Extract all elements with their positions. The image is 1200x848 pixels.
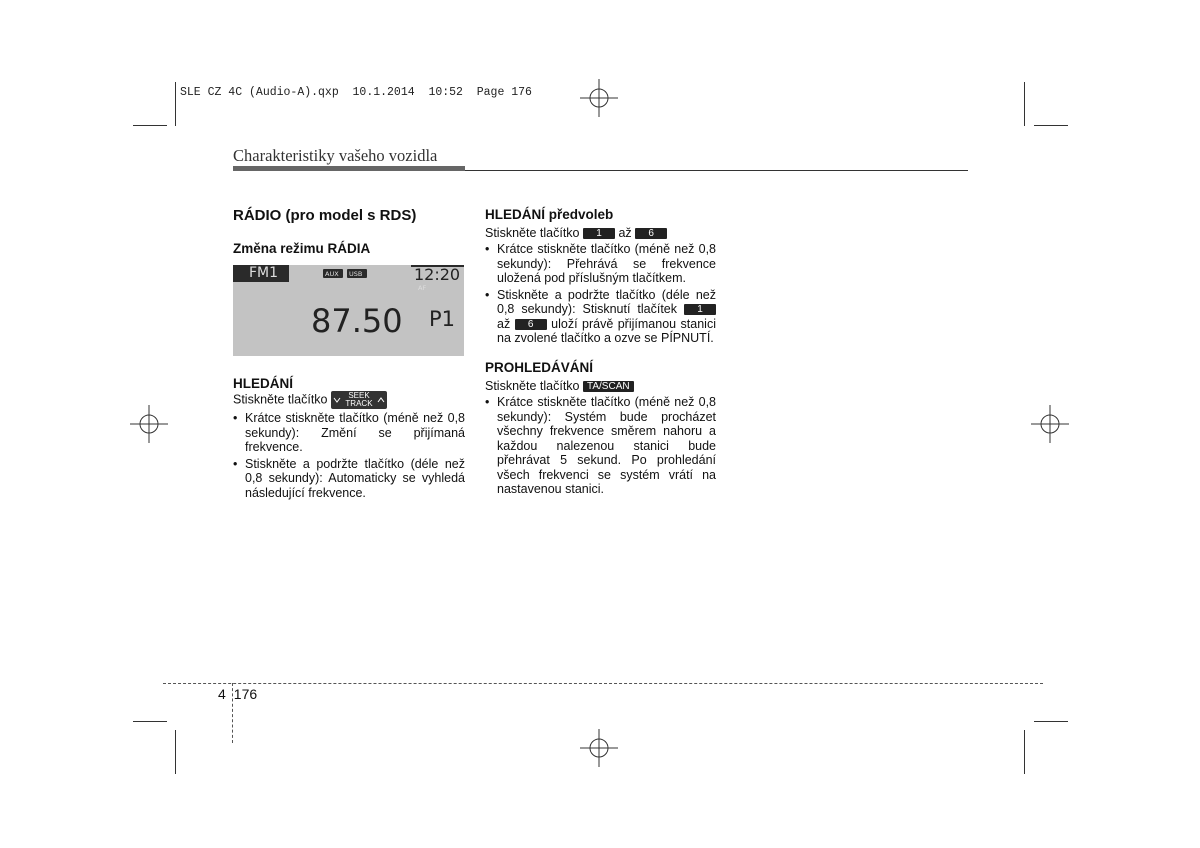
section-title: RÁDIO (pro model s RDS) (233, 207, 417, 224)
preset-1-button-icon: 1 (684, 304, 716, 315)
display-clock: 12:20 (414, 265, 461, 284)
scan-instruction (485, 379, 634, 394)
header-rule-thin (465, 170, 968, 171)
chapter-number: 4 (218, 686, 226, 702)
seek-track-button-icon (331, 391, 387, 409)
search-title: HLEDÁNÍ (233, 376, 293, 391)
crop-mark (1034, 125, 1068, 126)
display-usb-badge: USB (349, 270, 363, 278)
chevron-icons (331, 391, 387, 409)
page-number-value: 176 (233, 686, 258, 702)
registration-mark-icon (580, 79, 618, 117)
az-text: až (497, 316, 511, 331)
presets-b2-text: Stiskněte a podržte tlačítko (déle než 0,8 sekundy): Stisknutí tlačítek (497, 287, 716, 316)
running-header: Charakteristiky vašeho vozidla (233, 146, 438, 165)
presets-b2-text-end: uloží právě přijímanou stanici na zvolené tlačítko a ozve se PÍPNUTÍ. (497, 316, 716, 345)
scan-bullets (485, 395, 716, 499)
list-item (485, 288, 716, 346)
presets-title: HLEDÁNÍ předvoleb (485, 207, 614, 222)
preset-6-button-icon: 6 (635, 228, 667, 239)
registration-mark-icon (130, 405, 168, 443)
preset-6-button-icon: 6 (515, 319, 547, 330)
crop-mark (175, 730, 176, 774)
list-item: • Krátce stiskněte tlačítko (méně než 0,8 sekundy): Systém bude procházet všechny frekvence směrem nahoru a každou nalezenou stanici bude přehrávat 5 sekund. Po prohledání všech frekvenci se systém vrátí na nastavenou stanici. (485, 395, 716, 497)
display-aux-badge: AUX (325, 270, 339, 278)
display-frequency: 87.50 (311, 302, 403, 340)
crop-mark (133, 721, 167, 722)
scan-title: PROHLEDÁVÁNÍ (485, 360, 594, 375)
footer-dashed-rule (163, 683, 1043, 684)
preset-1-button-icon: 1 (583, 228, 615, 239)
display-af-badge: AF (418, 284, 427, 292)
presets-bullets (485, 242, 716, 348)
presets-press-text: Stiskněte tlačítko (485, 226, 580, 240)
radio-display (233, 265, 464, 356)
subsection-title: Změna režimu RÁDIA (233, 241, 371, 256)
list-item: • Krátce stiskněte tlačítko (méně než 0,8 sekundy): Přehrává se frekvence uložená pod příslušným tlačítkem. (485, 242, 716, 286)
list-item: • Stiskněte a podržte tlačítko (déle než 0,8 sekundy): Automaticky se vyhledá následující frekvence. (233, 457, 465, 501)
list-item: • Krátce stiskněte tlačítko (méně než 0,8 sekundy): Změní se přijímaná frekvence. (233, 411, 465, 455)
ta-scan-button-icon: TA/SCAN (583, 381, 634, 392)
search-instruction (233, 391, 387, 409)
registration-mark-icon (1031, 405, 1069, 443)
az-text: až (618, 226, 632, 240)
crop-mark (133, 125, 167, 126)
crop-mark (1024, 730, 1025, 774)
display-band: FM1 (249, 265, 279, 281)
presets-instruction (485, 226, 667, 241)
display-preset: P1 (429, 307, 456, 331)
scan-press-text: Stiskněte tlačítko (485, 379, 580, 393)
crop-mark (175, 82, 176, 126)
header-rule-thick (233, 166, 465, 171)
search-press-text: Stiskněte tlačítko (233, 392, 328, 407)
crop-mark (1024, 82, 1025, 126)
search-bullets (233, 411, 465, 502)
print-slug: SLE CZ 4C (Audio-A).qxp 10.1.2014 10:52 Page 176 (180, 86, 532, 99)
crop-mark (1034, 721, 1068, 722)
registration-mark-icon (580, 729, 618, 767)
track-label: TRACK (345, 399, 373, 408)
seek-label: SEEK (348, 391, 370, 400)
page-number (218, 686, 257, 702)
